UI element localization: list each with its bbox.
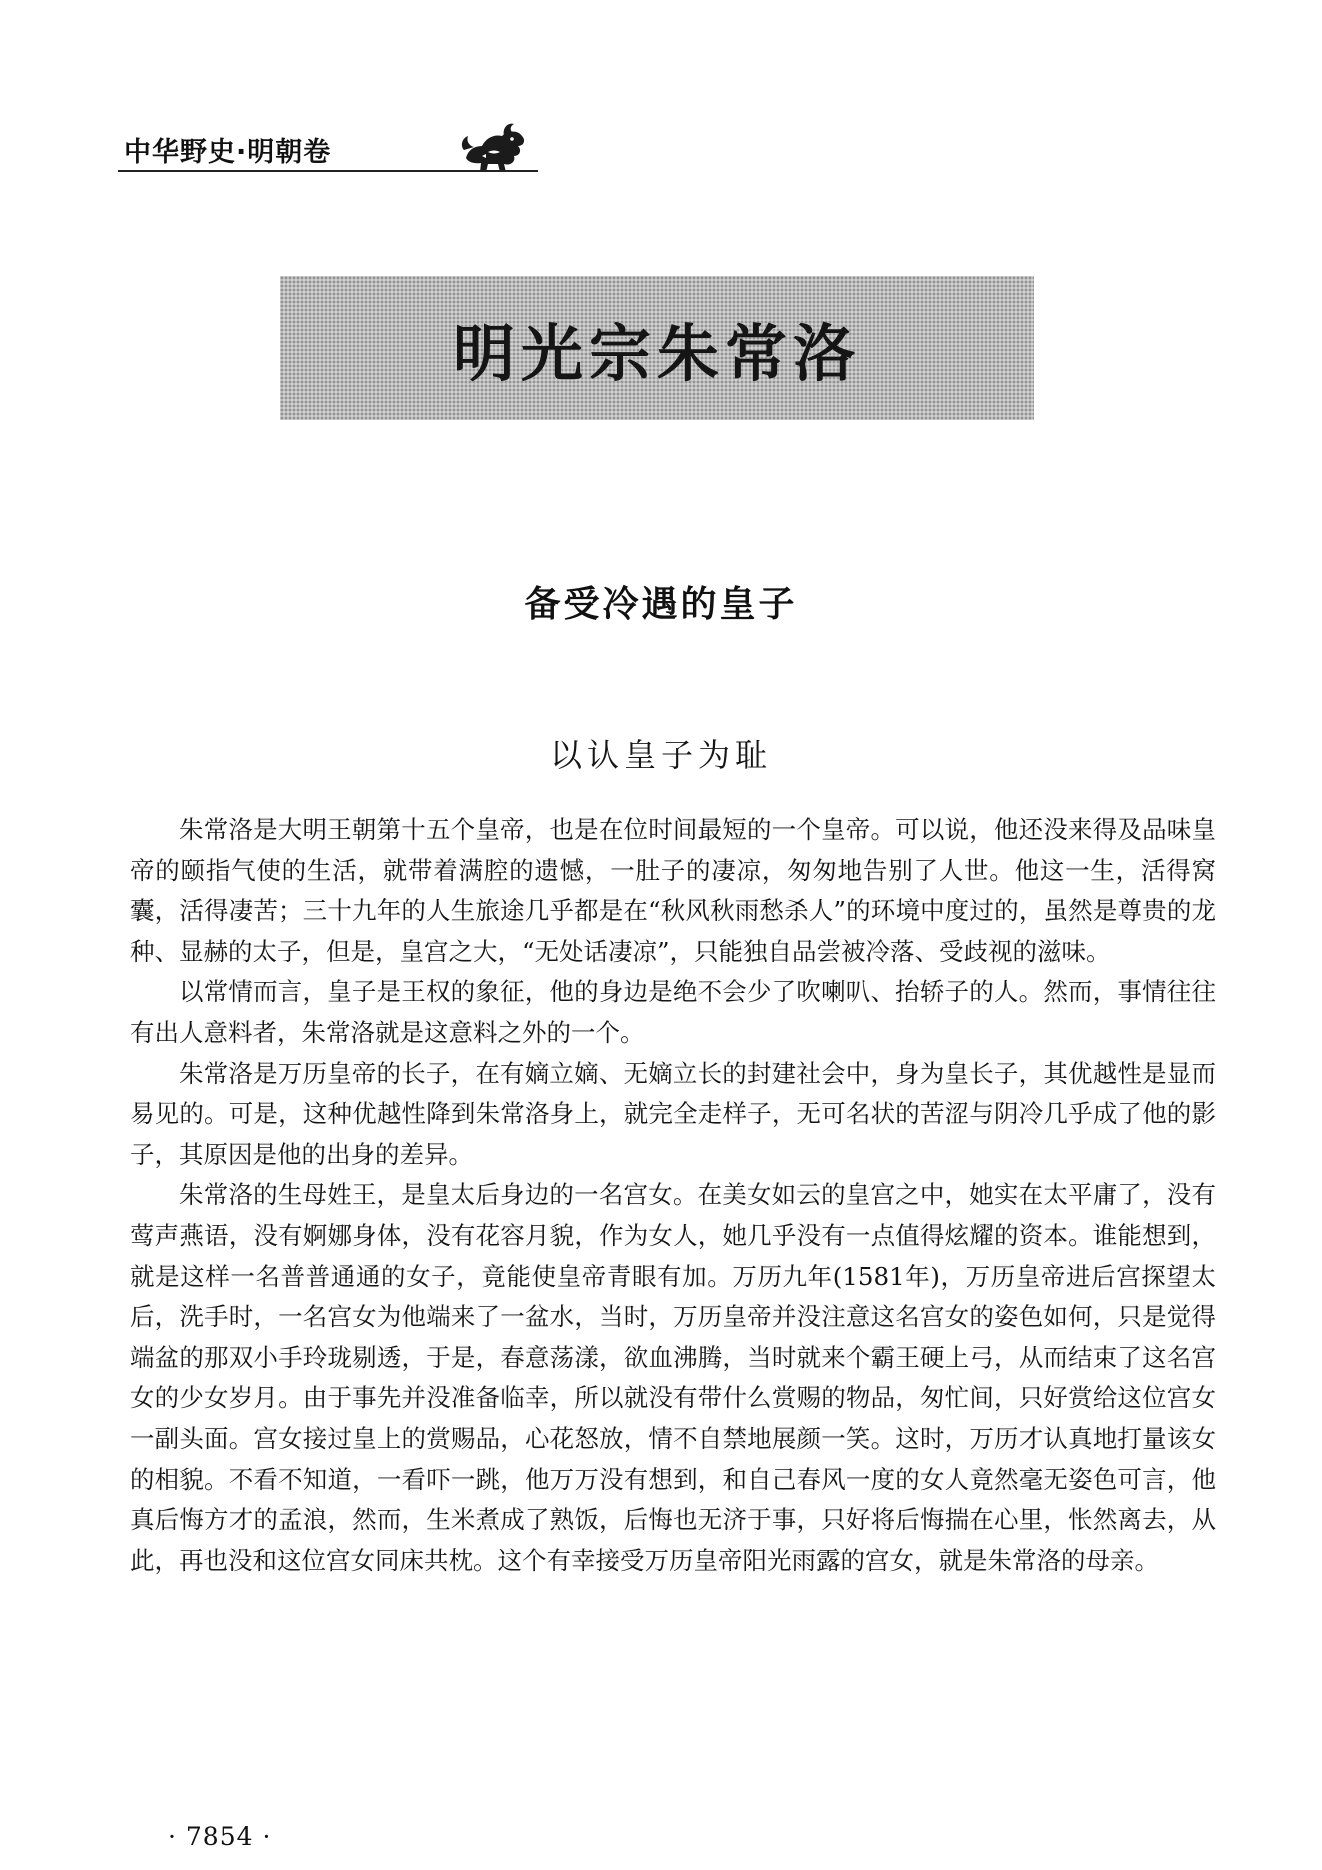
paragraph: 朱常洛是大明王朝第十五个皇帝，也是在位时间最短的一个皇帝。可以说，他还没来得及品味皇帝的颐指气使的生活，就带着满腔的遗憾，一肚子的凄凉，匆匆地告别了人世。他这一生，活得窝囊，活得凄苦；三十九年的人生旅途几乎都是在“秋风秋雨愁杀人”的环境中度过的，虽然是尊贵的龙种、显赫的太子，但是，皇宫之大，“无处话凄凉”，只能独自品尝被冷落、受歧视的滋味。 [130, 815, 1216, 966]
running-title: 中华野史·明朝卷 [124, 137, 332, 168]
chapter-title-banner [280, 276, 1034, 420]
paragraph: 以常情而言，皇子是王权的象征，他的身边是绝不会少了吹喇叭、抬轿子的人。然而，事情往往有出人意料者，朱常洛就是这意料之外的一个。 [130, 977, 1216, 1047]
section-title: 备受冷遇的皇子 [524, 584, 798, 625]
body-text [130, 810, 1216, 1581]
chapter-title: 明光宗朱常洛 [452, 316, 861, 390]
qilin-ornament-icon [460, 120, 532, 174]
header-rule [118, 170, 538, 172]
page-number: · 7854 · [168, 1822, 272, 1851]
paragraph: 朱常洛的生母姓王，是皇太后身边的一名宫女。在美女如云的皇宫之中，她实在太平庸了，没有莺声燕语，没有婀娜身体，没有花容月貌，作为女人，她几乎没有一点值得炫耀的资本。谁能想到，就是这样一名普普通通的女子，竟能使皇帝青眼有加。万历九年(1581年)，万历皇帝进后宫探望太后，洗手时，一名宫女为他端来了一盆水，当时，万历皇帝并没注意这名宫女的姿色如何，只是觉得端盆的那双小手玲珑剔透，于是，春意荡漾，欲血沸腾，当时就来个霸王硬上弓，从而结束了这名宫女的少女岁月。由于事先并没准备临幸，所以就没有带什么赏赐的物品，匆忙间，只好赏给这位宫女一副头面。宫女接过皇上的赏赐品，心花怒放，情不自禁地展颜一笑。这时，万历才认真地打量该女的相貌。不看不知道，一看吓一跳，他万万没有想到，和自己春风一度的女人竟然毫无姿色可言，他真后悔方才的孟浪，然而，生米煮成了熟饭，后悔也无济于事，只好将后悔揣在心里，怅然离去，从此，再也没和这位宫女同床共枕。这个有幸接受万历皇帝阳光雨露的宫女，就是朱常洛的母亲。 [130, 1180, 1216, 1575]
subsection-title: 以认皇子为耻 [549, 736, 772, 774]
running-header [118, 120, 538, 180]
paragraph: 朱常洛是万历皇帝的长子，在有嫡立嫡、无嫡立长的封建社会中，身为皇长子，其优越性是显而易见的。可是，这种优越性降到朱常洛身上，就完全走样子，无可名状的苦涩与阴冷几乎成了他的影子，其原因是他的出身的差异。 [130, 1058, 1216, 1169]
